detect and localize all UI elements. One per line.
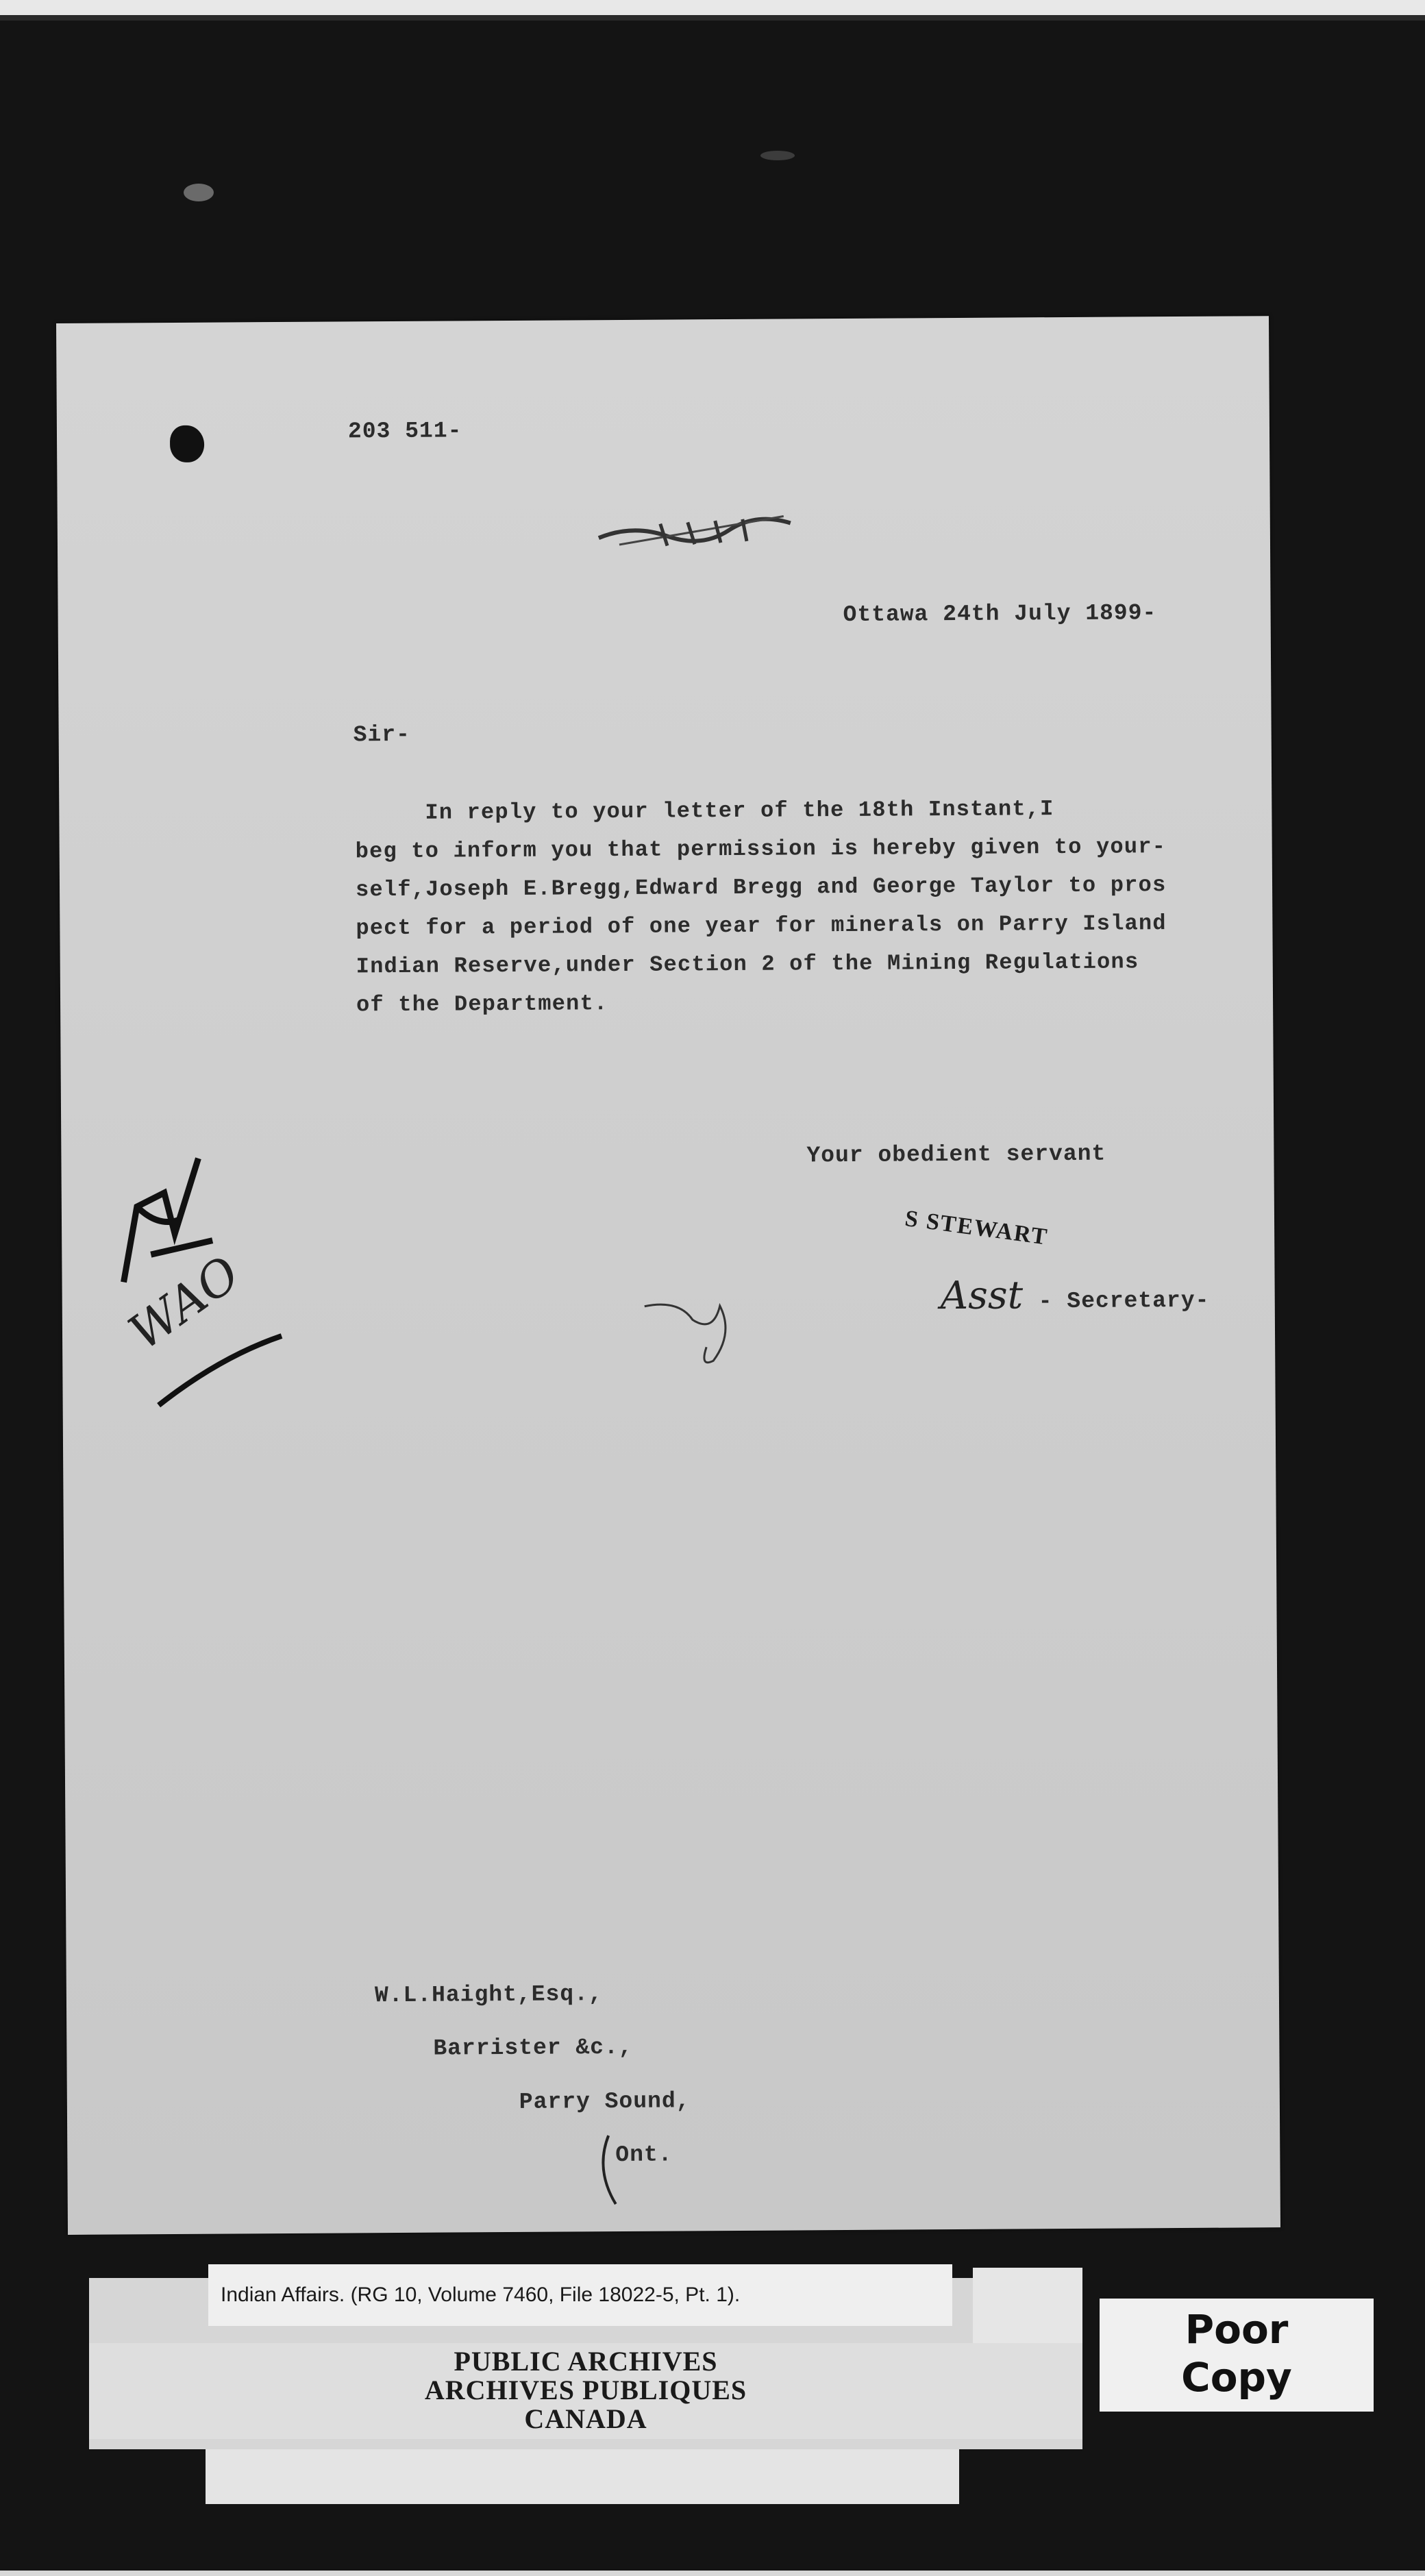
archive-line: CANADA (524, 2403, 647, 2434)
date-line: Ottawa 24th July 1899- (843, 600, 1157, 628)
address-bracket (588, 2129, 630, 2211)
address-line: Ont. (615, 2142, 673, 2168)
ink-blot (170, 425, 204, 462)
poor-copy-line: Copy (1181, 2354, 1292, 2401)
address-line: Parry Sound, (519, 2088, 691, 2115)
body-line: In reply to your letter of the 18th Instant,I (355, 796, 1054, 826)
file-number: 203 511- (347, 418, 462, 445)
archive-line: ARCHIVES PUBLIQUES (424, 2375, 747, 2405)
body-line: beg to inform you that permission is hereby given to your- (355, 834, 1167, 865)
film-top-edge (0, 0, 1425, 15)
address-line: W.L.Haight,Esq., (374, 1981, 603, 2009)
film-border (0, 15, 1425, 21)
signature-handwritten-prefix: Asst (940, 1273, 1024, 1319)
address-line: Barrister &c., (433, 2034, 633, 2061)
body-line: self,Joseph E.Bregg,Edward Bregg and George Taylor to pros (355, 872, 1167, 903)
scribble-mark (638, 1292, 762, 1375)
archive-caption: Indian Affairs. (RG 10, Volume 7460, File 18022-5, Pt. 1). (208, 2264, 952, 2326)
body-line: of the Department. (356, 991, 608, 1018)
letter-page (56, 316, 1280, 2235)
film-speck (184, 184, 214, 201)
body-line: pect for a period of one year for minerals on Parry Island (356, 911, 1167, 941)
archive-label (89, 2343, 1082, 2439)
margin-initials: WAO (119, 1245, 250, 1361)
archive-tape-lower (206, 2449, 959, 2504)
poor-copy-line: Poor (1185, 2306, 1289, 2353)
film-bottom-edge (0, 2571, 1425, 2576)
salutation: Sir- (353, 721, 411, 748)
body-line: Indian Reserve,under Section 2 of the Mining Regulations (356, 949, 1139, 980)
closing: Your obedient servant (806, 1141, 1106, 1169)
signature-title: - Secretary- (1038, 1287, 1210, 1315)
poor-copy-label (1100, 2299, 1374, 2412)
signature-stamp: S STEWART (903, 1205, 1050, 1250)
crossed-mark (592, 502, 811, 558)
film-speck (760, 151, 795, 160)
archive-line: PUBLIC ARCHIVES (454, 2346, 718, 2377)
letter-body (355, 789, 1247, 1024)
margin-underline (151, 1329, 289, 1412)
